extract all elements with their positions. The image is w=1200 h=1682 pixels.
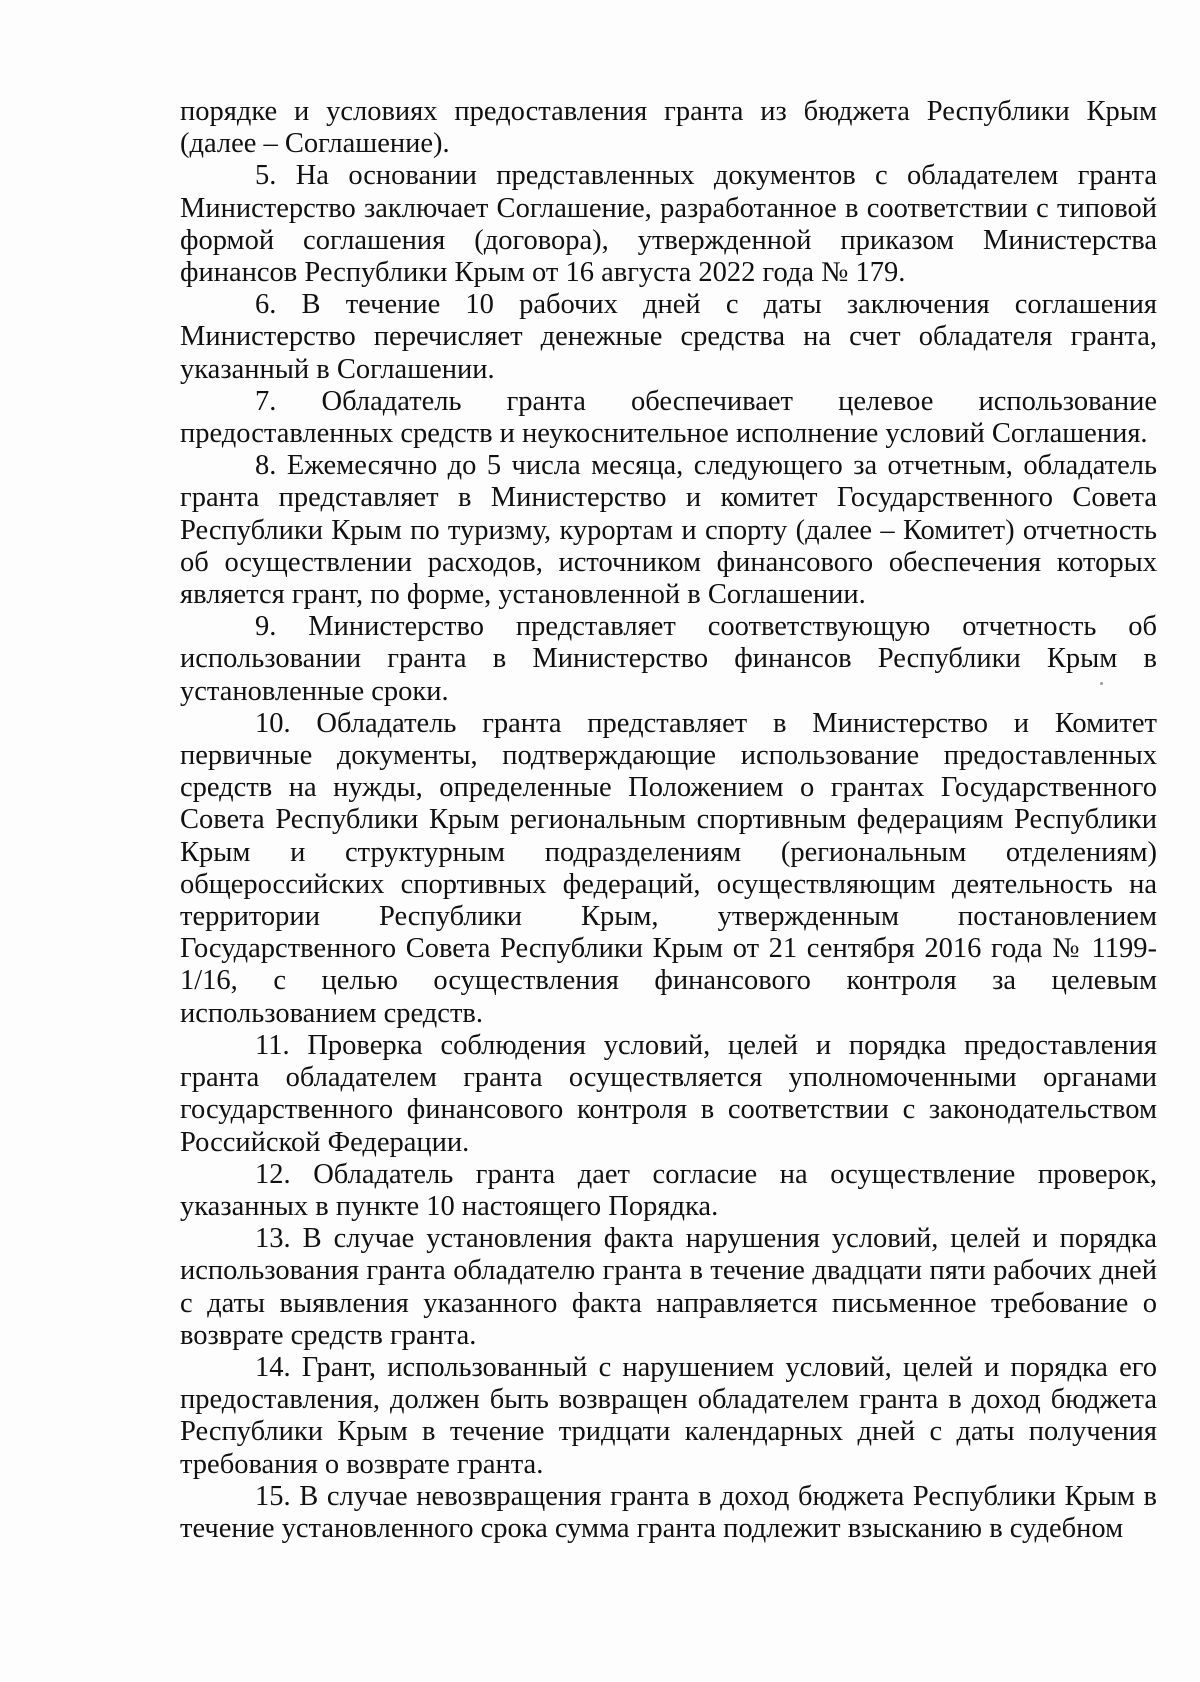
paragraph-item-13: 13. В случае установления факта нарушения условий, целей и порядка использования гранта обладателю гранта в течение двадцати пяти рабочих дней с даты выявления указанного факта направляется письменное требование о возврате средств гранта. bbox=[180, 1223, 1157, 1351]
paragraph-item-11: 11. Проверка соблюдения условий, целей и порядка предоставления гранта обладателем гранта осуществляется уполномоченными органами государственного финансового контроля в соответствии с законодательством Российской Федерации. bbox=[180, 1029, 1157, 1158]
paragraph-item-6: 6. В течение 10 рабочих дней с даты заключения соглашения Министерство перечисляет денежные средства на счет обладателя гранта, указанный в Соглашении. bbox=[180, 289, 1157, 385]
paragraph-item-14: 14. Грант, использованный с нарушением условий, целей и порядка его предоставления, должен быть возвращен обладателем гранта в доход бюджета Республики Крым в течение тридцати календарных дней с даты получения требования о возврате гранта. bbox=[180, 1351, 1157, 1480]
paragraph-item-12: 12. Обладатель гранта дает согласие на осуществление проверок, указанных в пункте 10 настоящего Порядка. bbox=[180, 1158, 1157, 1222]
paragraph-item-9: 9. Министерство представляет соответствующую отчетность об использовании гранта в Министерство финансов Республики Крым в установленные сроки. bbox=[180, 611, 1157, 707]
paragraph-item-7: 7. Обладатель гранта обеспечивает целевое использование предоставленных средств и неукоснительное исполнение условий Соглашения. bbox=[180, 385, 1157, 450]
paragraph-continuation: порядке и условиях предоставления гранта из бюджета Республики Крым (далее – Соглашение). bbox=[180, 96, 1157, 160]
paragraph-item-5: 5. На основании представленных документов с обладателем гранта Министерство заключает Соглашение, разработанное в соответствии с типовой формой соглашения (договора), утвержденной приказом Министерства финансов Республики Крым от 16 августа 2022 года № 179. bbox=[180, 160, 1157, 289]
paragraph-item-8: 8. Ежемесячно до 5 числа месяца, следующего за отчетным, обладатель гранта представляет в Министерство и комитет Государственного Совета Республики Крым по туризму, курортам и спорту (далее – Комитет) отчетность об осуществлении расходов, источником финансового обеспечения которых является грант, по форме, установленной в Соглашении. bbox=[180, 450, 1157, 611]
paragraph-item-10: 10. Обладатель гранта представляет в Министерство и Комитет первичные документы, подтверждающие использование предоставленных средств на нужды, определенные Положением о грантах Государственного Совета Республики Крым региональным спортивным федерациям Республики Крым и структурным подразделениям (региональным отделениям) общероссийских спортивных федераций, осуществляющим деятельность на территории Республики Крым, утвержденным постановлением Государственного Совета Республики Крым от 21 сентября 2016 года № 1199-1/16, с целью осуществления финансового контроля за целевым использованием средств. bbox=[180, 707, 1157, 1029]
paragraph-item-15: 15. В случае невозвращения гранта в доход бюджета Республики Крым в течение установленного срока сумма гранта подлежит взысканию в судебном bbox=[180, 1480, 1157, 1544]
scan-speck bbox=[1100, 682, 1103, 685]
document-body bbox=[180, 96, 1157, 1545]
